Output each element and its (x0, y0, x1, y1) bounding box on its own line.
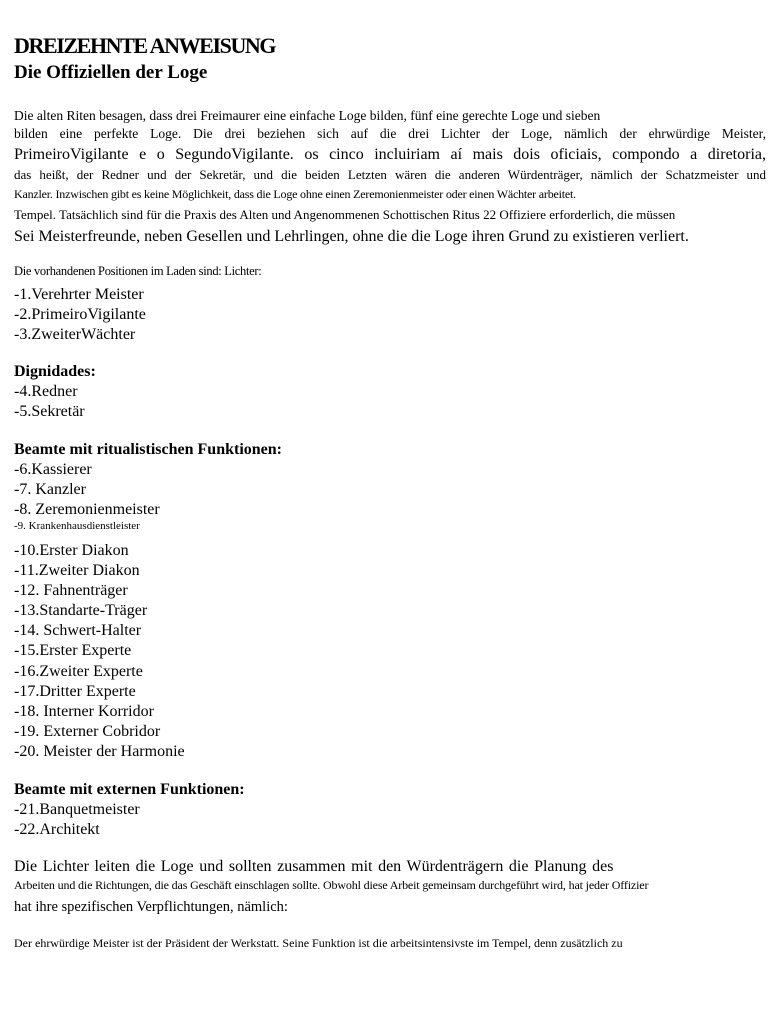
closing-line: Arbeiten und die Richtungen, die das Geschäft einschlagen sollte. Obwohl diese Arbeit gemeinsam durchgeführt wird, hat jeder Offizier (14, 878, 649, 892)
list-item: -3.ZweiterWächter (14, 326, 136, 343)
list-item: -12. Fahnenträger (14, 582, 128, 599)
list-item: -17.Dritter Experte (14, 683, 136, 700)
intro-line: Sei Meisterfreunde, neben Gesellen und Lehrlingen, ohne die die Loge ihren Grund zu existieren verliert. (14, 228, 689, 245)
list-item: -2.PrimeiroVigilante (14, 306, 146, 323)
list-item: -20. Meister der Harmonie (14, 743, 185, 760)
intro-line: PrimeiroVigilante e o SegundoVigilante. os cinco incluiriam aí mais dois oficiais, compondo a diretoria, (14, 146, 766, 163)
document-subtitle: Die Offiziellen der Loge (14, 62, 208, 83)
closing-line: Die Lichter leiten die Loge und sollten zusammen mit den Würdenträgern die Planung des (14, 858, 614, 875)
intro-line: das heißt, der Redner und der Sekretär, und die beiden Letzten wären die anderen Würdenträger, nämlich der Schatzmeister und (14, 167, 766, 182)
positions-intro: Die vorhandenen Positionen im Laden sind: Lichter: (14, 264, 262, 278)
list-item: -22.Architekt (14, 821, 100, 838)
list-item: -18. Interner Korridor (14, 703, 154, 720)
intro-line: bilden eine perfekte Loge. Die drei beziehen sich auf die drei Lichter der Loge, nämlich der ehrwürdige Meister, (14, 126, 766, 141)
list-item: -19. Externer Cobridor (14, 723, 161, 740)
list-item: -7. Kanzler (14, 481, 86, 498)
document-title: DREIZEHNTE ANWEISUNG (14, 33, 276, 58)
intro-line: Tempel. Tatsächlich sind für die Praxis des Alten und Angenommenen Schottischen Ritus 22 Offiziere erforderlich, die müssen (14, 207, 676, 222)
closing-line: hat ihre spezifischen Verpflichtungen, nämlich: (14, 899, 288, 915)
intro-line: Die alten Riten besagen, dass drei Freimaurer eine einfache Loge bilden, fünf eine gerechte Loge und sieben (14, 108, 601, 123)
list-item: -6.Kassierer (14, 461, 92, 478)
list-item: -9. Krankenhausdienstleister (14, 520, 140, 532)
intro-line: Kanzler. Inzwischen gibt es keine Möglichkeit, dass die Loge ohne einen Zeremonienmeister oder einen Wächter arbeitet. (14, 187, 576, 201)
section-heading-ritual: Beamte mit ritualistischen Funktionen: (14, 441, 282, 458)
section-heading-dignities: Dignidades: (14, 363, 96, 380)
list-item: -15.Erster Experte (14, 642, 132, 659)
list-item: -13.Standarte-Träger (14, 602, 148, 619)
closing-line: Der ehrwürdige Meister ist der Präsident der Werkstatt. Seine Funktion ist die arbeitsintensivste im Tempel, denn zusätzlich zu (14, 936, 623, 950)
list-item: -4.Redner (14, 383, 78, 400)
list-item: -10.Erster Diakon (14, 542, 129, 559)
list-item: -14. Schwert-Halter (14, 622, 142, 639)
list-item: -11.Zweiter Diakon (14, 562, 140, 579)
list-item: -21.Banquetmeister (14, 801, 140, 818)
section-heading-external: Beamte mit externen Funktionen: (14, 781, 245, 798)
list-item: -1.Verehrter Meister (14, 286, 144, 303)
list-item: -8. Zeremonienmeister (14, 501, 160, 518)
list-item: -16.Zweiter Experte (14, 663, 143, 680)
list-item: -5.Sekretär (14, 403, 85, 420)
